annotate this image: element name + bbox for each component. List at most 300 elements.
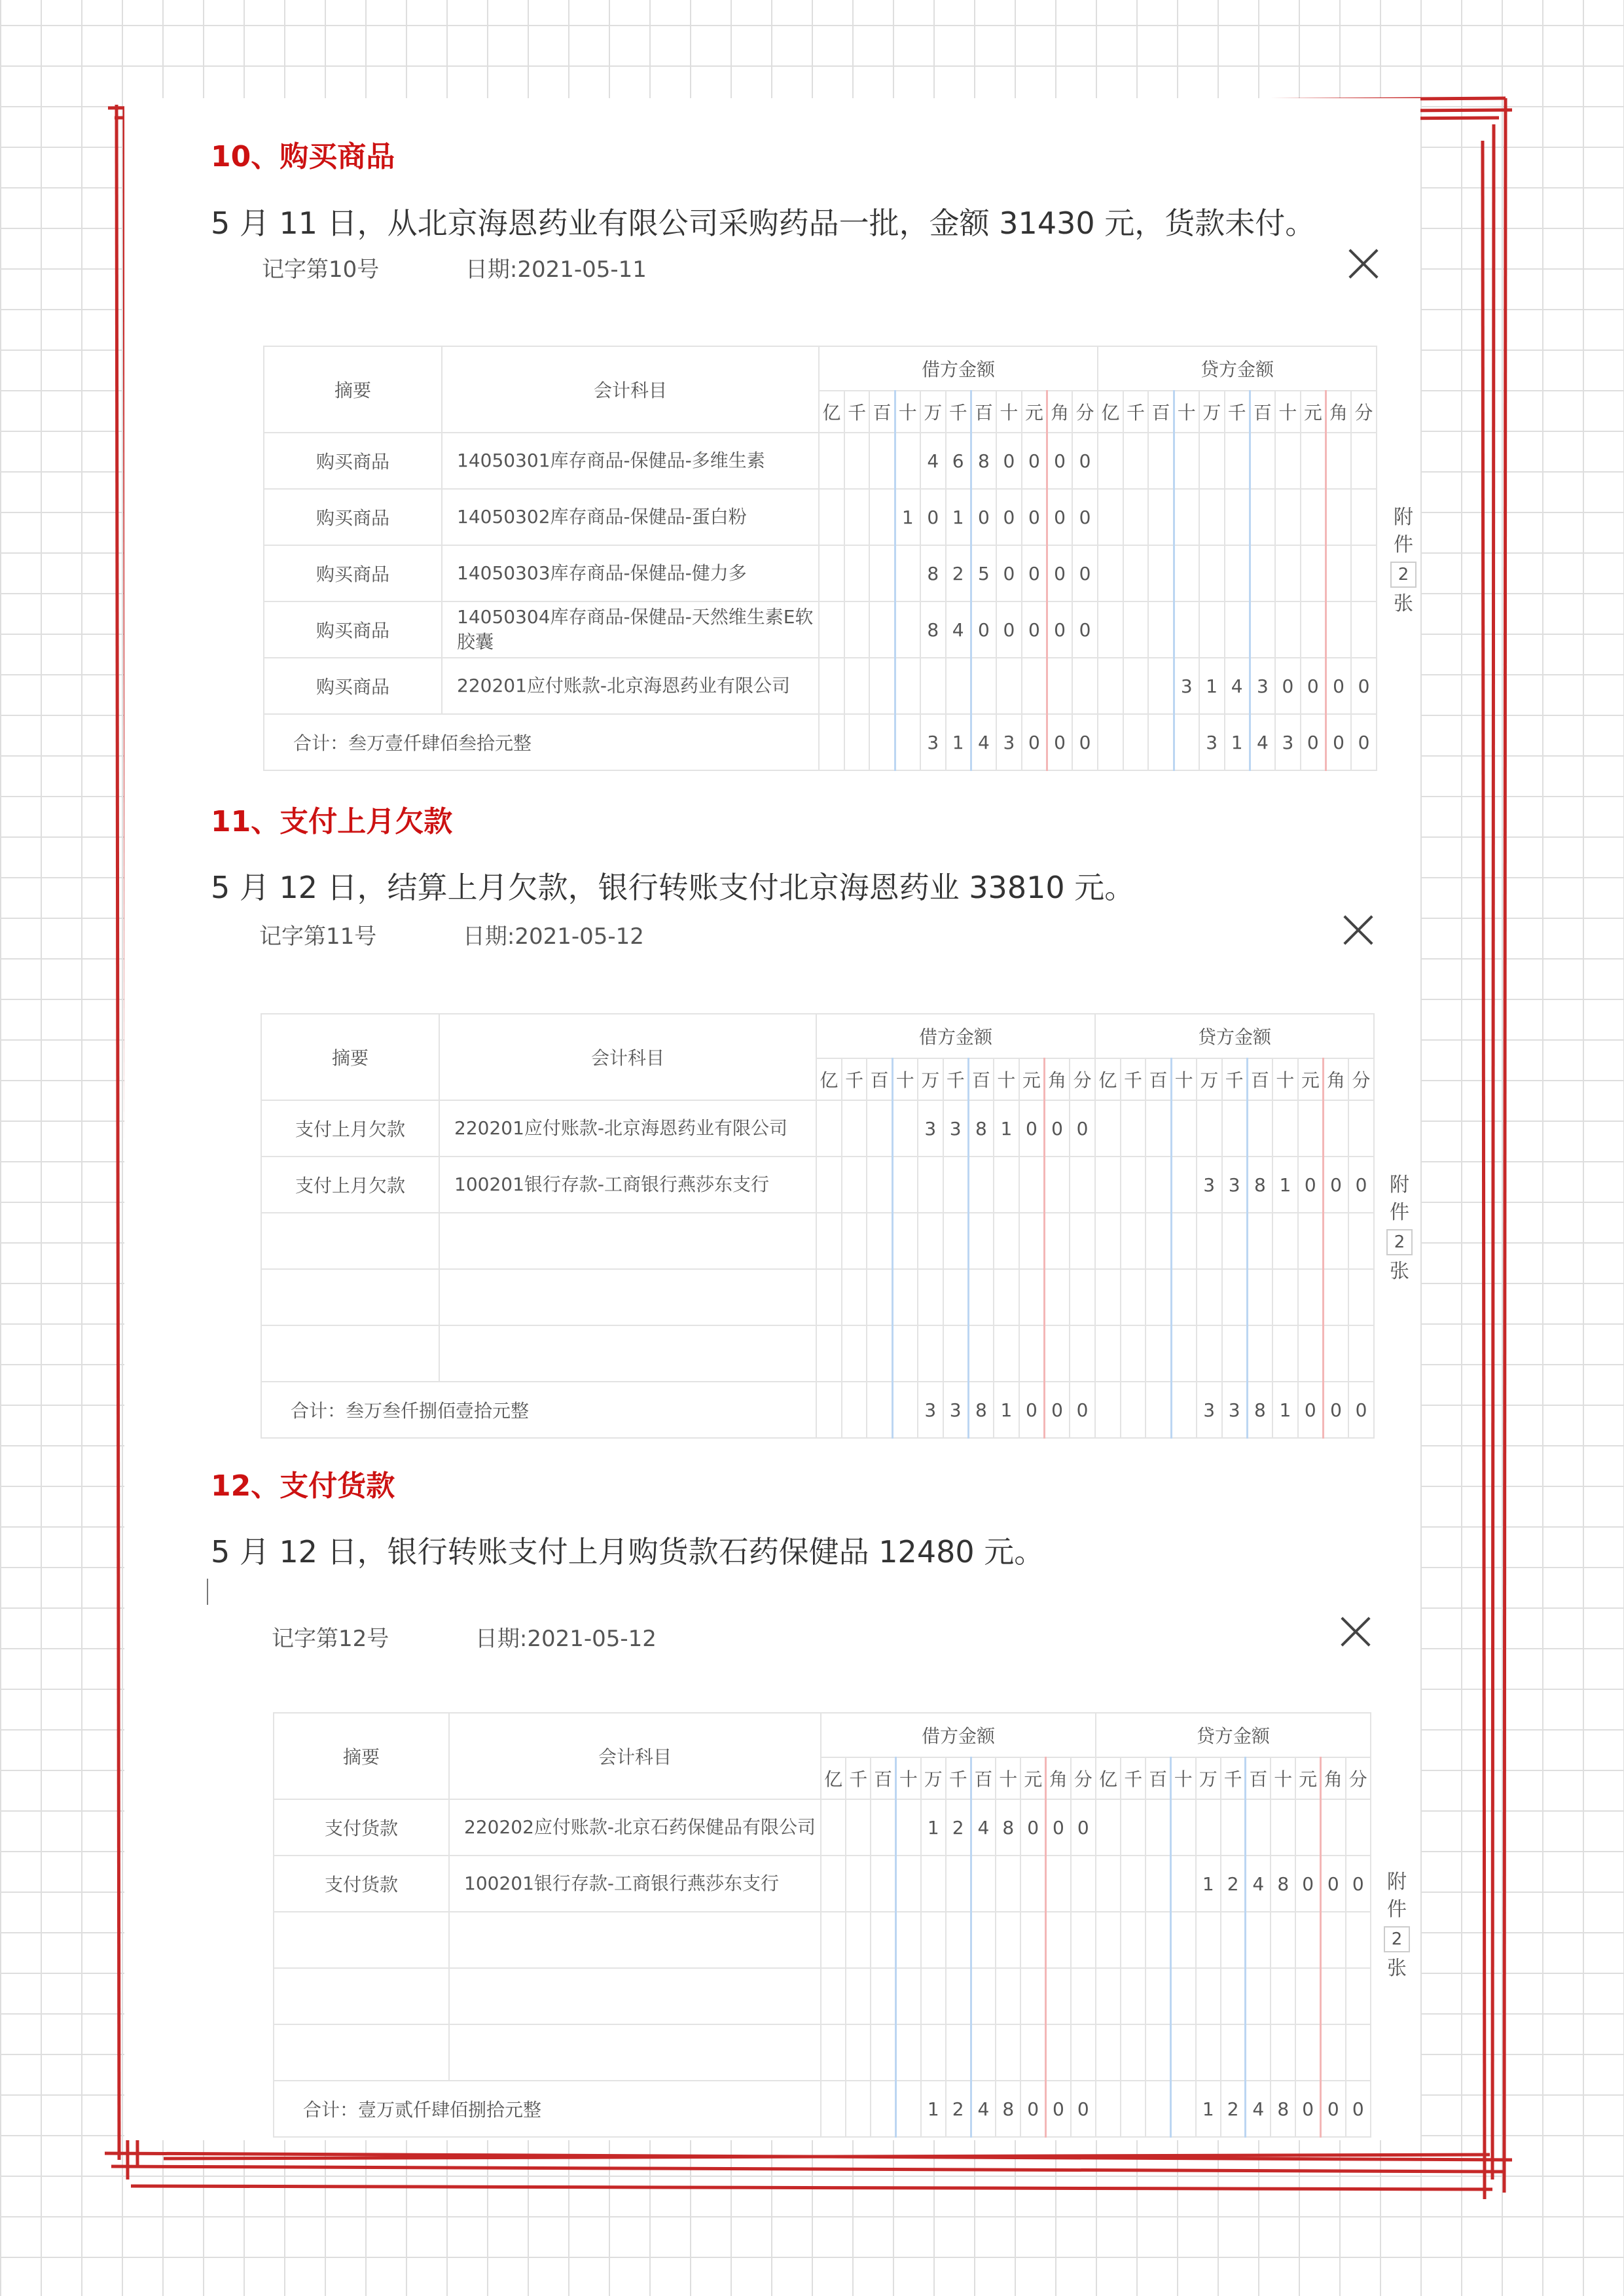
total-debit-digit: 4 bbox=[971, 2081, 996, 2137]
credit-digit bbox=[1096, 1912, 1121, 1968]
credit-digit: 0 bbox=[1298, 1157, 1324, 1213]
credit-digit bbox=[1298, 1100, 1324, 1157]
debit-digit bbox=[996, 1912, 1020, 1968]
table-row[interactable] bbox=[274, 2024, 1371, 2081]
unit-label: 角 bbox=[1323, 1058, 1348, 1100]
debit-digit: 1 bbox=[946, 489, 971, 545]
table-row[interactable] bbox=[274, 1912, 1371, 1968]
section-text: 5 月 11 日，从北京海恩药业有限公司采购药品一批，金额 31430 元，货款未付。 bbox=[211, 206, 1316, 241]
debit-digit: 0 bbox=[996, 489, 1022, 545]
header-debit: 借方金额 bbox=[819, 346, 1098, 391]
voucher-date: 日期:2021-05-11 bbox=[465, 257, 647, 283]
unit-label: 分 bbox=[1351, 391, 1377, 433]
summary-cell[interactable] bbox=[261, 1213, 439, 1269]
credit-digit bbox=[1247, 1325, 1272, 1382]
summary-cell[interactable]: 购买商品 bbox=[264, 601, 442, 658]
account-cell[interactable] bbox=[449, 2024, 821, 2081]
debit-digit bbox=[844, 433, 870, 489]
voucher-date: 日期:2021-05-12 bbox=[462, 924, 644, 950]
total-credit-digit bbox=[1098, 714, 1123, 770]
debit-digit bbox=[996, 658, 1022, 714]
account-cell[interactable] bbox=[449, 1968, 821, 2024]
table-row[interactable] bbox=[264, 545, 1377, 601]
total-debit-digit: 0 bbox=[1022, 714, 1047, 770]
debit-digit bbox=[968, 1157, 994, 1213]
debit-digit bbox=[1071, 2024, 1096, 2081]
total-label: 合计：叁万叁仟捌佰壹拾元整 bbox=[261, 1382, 816, 1438]
credit-digit bbox=[1323, 1213, 1348, 1269]
debit-digit bbox=[869, 545, 895, 601]
credit-digit bbox=[1098, 489, 1123, 545]
account-cell[interactable]: 14050303库存商品-保健品-健力多 bbox=[442, 545, 819, 601]
credit-digit bbox=[1351, 545, 1377, 601]
debit-digit bbox=[943, 1157, 969, 1213]
debit-digit bbox=[1020, 2024, 1045, 2081]
total-debit-digit bbox=[821, 2081, 846, 2137]
total-credit-digit: 0 bbox=[1323, 1382, 1348, 1438]
unit-label: 万 bbox=[1199, 391, 1225, 433]
table-row[interactable] bbox=[261, 1213, 1374, 1269]
debit-digit bbox=[896, 1968, 921, 2024]
header-summary: 摘要 bbox=[264, 346, 442, 433]
debit-digit: 4 bbox=[946, 601, 971, 658]
unit-label: 十 bbox=[896, 1757, 921, 1799]
credit-digit bbox=[1272, 1213, 1298, 1269]
debit-digit: 0 bbox=[1022, 489, 1047, 545]
credit-digit bbox=[1121, 1325, 1146, 1382]
debit-digit bbox=[869, 489, 895, 545]
header-summary: 摘要 bbox=[274, 1713, 449, 1799]
credit-digit: 3 bbox=[1222, 1157, 1248, 1213]
credit-digit: 0 bbox=[1301, 658, 1326, 714]
credit-digit bbox=[1222, 1325, 1248, 1382]
debit-digit: 0 bbox=[996, 433, 1022, 489]
debit-digit bbox=[816, 1157, 842, 1213]
summary-cell[interactable]: 支付货款 bbox=[274, 1856, 449, 1912]
credit-digit bbox=[1221, 1968, 1246, 2024]
total-credit-digit bbox=[1123, 714, 1149, 770]
credit-digit: 8 bbox=[1247, 1157, 1272, 1213]
credit-digit bbox=[1148, 601, 1174, 658]
table-row[interactable] bbox=[264, 433, 1377, 489]
credit-digit bbox=[1148, 433, 1174, 489]
summary-cell[interactable] bbox=[274, 2024, 449, 2081]
credit-digit bbox=[1321, 1912, 1346, 1968]
debit-digit bbox=[1046, 1856, 1071, 1912]
unit-label: 十 bbox=[994, 1058, 1019, 1100]
credit-digit bbox=[1095, 1325, 1121, 1382]
summary-cell[interactable] bbox=[261, 1269, 439, 1325]
summary-cell[interactable] bbox=[261, 1325, 439, 1382]
attachment-count-box[interactable]: 2 bbox=[1390, 562, 1416, 588]
credit-digit bbox=[1196, 1968, 1221, 2024]
account-cell[interactable]: 14050304库存商品-保健品-天然维生素E软胶囊 bbox=[442, 601, 819, 658]
credit-digit bbox=[1148, 545, 1174, 601]
debit-digit: 0 bbox=[971, 601, 996, 658]
debit-digit bbox=[1044, 1213, 1070, 1269]
debit-digit bbox=[842, 1325, 867, 1382]
total-credit-digit bbox=[1096, 2081, 1121, 2137]
debit-digit: 8 bbox=[968, 1100, 994, 1157]
total-row bbox=[264, 714, 1377, 770]
debit-digit bbox=[896, 1856, 921, 1912]
close-icon[interactable] bbox=[1346, 247, 1379, 280]
credit-digit bbox=[1197, 1325, 1222, 1382]
unit-label: 百 bbox=[1146, 1058, 1171, 1100]
total-debit-digit: 0 bbox=[1020, 2081, 1045, 2137]
credit-digit bbox=[1348, 1213, 1374, 1269]
credit-digit: 1 bbox=[1272, 1157, 1298, 1213]
total-credit-digit: 1 bbox=[1272, 1382, 1298, 1438]
close-icon[interactable] bbox=[1341, 914, 1374, 946]
credit-digit bbox=[1174, 433, 1199, 489]
credit-digit bbox=[1351, 601, 1377, 658]
credit-digit: 0 bbox=[1295, 1856, 1320, 1912]
credit-digit bbox=[1171, 1213, 1197, 1269]
summary-cell[interactable]: 购买商品 bbox=[264, 545, 442, 601]
summary-cell[interactable]: 支付上月欠款 bbox=[261, 1100, 439, 1157]
unit-label: 百 bbox=[1146, 1757, 1170, 1799]
unit-label: 千 bbox=[946, 391, 971, 433]
debit-digit bbox=[994, 1213, 1019, 1269]
unit-label: 百 bbox=[1148, 391, 1174, 433]
credit-digit bbox=[1197, 1213, 1222, 1269]
total-credit-digit: 0 bbox=[1321, 2081, 1346, 2137]
attachment-count: 附 件 2 张 bbox=[1382, 1869, 1412, 1982]
credit-digit bbox=[1222, 1100, 1248, 1157]
attachment-count-box[interactable]: 2 bbox=[1386, 1229, 1413, 1255]
unit-label: 千 bbox=[844, 391, 870, 433]
account-cell[interactable]: 100201银行存款-工商银行燕莎东支行 bbox=[449, 1856, 821, 1912]
credit-digit bbox=[1146, 1799, 1170, 1856]
debit-digit bbox=[1019, 1157, 1045, 1213]
close-icon[interactable] bbox=[1339, 1615, 1371, 1648]
summary-cell[interactable]: 购买商品 bbox=[264, 658, 442, 714]
credit-digit bbox=[1148, 489, 1174, 545]
total-debit-digit: 2 bbox=[946, 2081, 971, 2137]
credit-digit bbox=[1121, 1269, 1146, 1325]
credit-digit bbox=[1247, 1269, 1272, 1325]
table-row[interactable] bbox=[261, 1269, 1374, 1325]
credit-digit bbox=[1095, 1157, 1121, 1213]
debit-digit bbox=[921, 1856, 946, 1912]
debit-digit: 0 bbox=[1019, 1100, 1045, 1157]
total-credit-digit bbox=[1121, 1382, 1146, 1438]
credit-digit bbox=[1196, 1799, 1221, 1856]
debit-digit bbox=[867, 1269, 892, 1325]
debit-digit bbox=[819, 489, 844, 545]
credit-digit bbox=[1275, 433, 1301, 489]
unit-label: 亿 bbox=[816, 1058, 842, 1100]
debit-digit bbox=[1046, 2024, 1071, 2081]
account-cell[interactable]: 220201应付账款-北京海恩药业有限公司 bbox=[442, 658, 819, 714]
voucher-number: 记字第10号 bbox=[262, 257, 380, 283]
unit-label: 元 bbox=[1298, 1058, 1324, 1100]
credit-digit bbox=[1326, 489, 1351, 545]
credit-digit bbox=[1298, 1325, 1324, 1382]
debit-digit bbox=[921, 1912, 946, 1968]
table-row[interactable] bbox=[274, 1799, 1371, 1856]
debit-digit bbox=[943, 1213, 969, 1269]
debit-digit: 3 bbox=[943, 1100, 969, 1157]
credit-digit bbox=[1225, 545, 1250, 601]
debit-digit bbox=[846, 2024, 871, 2081]
total-debit-digit bbox=[816, 1382, 842, 1438]
unit-label: 百 bbox=[871, 1757, 895, 1799]
debit-digit: 0 bbox=[971, 489, 996, 545]
debit-digit bbox=[1071, 1968, 1096, 2024]
account-cell[interactable]: 14050302库存商品-保健品-蛋白粉 bbox=[442, 489, 819, 545]
credit-digit bbox=[1095, 1213, 1121, 1269]
voucher-header bbox=[259, 918, 644, 950]
table-row[interactable] bbox=[264, 489, 1377, 545]
debit-digit bbox=[1070, 1157, 1095, 1213]
credit-digit bbox=[1321, 2024, 1346, 2081]
summary-cell[interactable] bbox=[274, 1912, 449, 1968]
total-debit-digit bbox=[892, 1382, 918, 1438]
credit-digit: 4 bbox=[1225, 658, 1250, 714]
total-debit-digit: 0 bbox=[1047, 714, 1072, 770]
total-credit-digit: 2 bbox=[1221, 2081, 1246, 2137]
credit-digit bbox=[1321, 1799, 1346, 1856]
total-credit-digit: 1 bbox=[1196, 2081, 1221, 2137]
credit-digit bbox=[1346, 1912, 1371, 1968]
unit-label: 十 bbox=[1170, 1757, 1195, 1799]
credit-digit: 4 bbox=[1246, 1856, 1271, 1912]
debit-digit: 0 bbox=[1072, 601, 1098, 658]
debit-digit bbox=[1071, 1912, 1096, 1968]
credit-digit bbox=[1171, 1100, 1197, 1157]
credit-digit bbox=[1146, 1912, 1170, 1968]
account-cell[interactable]: 220201应付账款-北京海恩药业有限公司 bbox=[439, 1100, 816, 1157]
credit-digit bbox=[1174, 601, 1199, 658]
credit-digit bbox=[1301, 433, 1326, 489]
summary-cell[interactable]: 购买商品 bbox=[264, 489, 442, 545]
section-title: 11、支付上月欠款 bbox=[211, 805, 453, 838]
debit-digit bbox=[1046, 1968, 1071, 2024]
credit-digit bbox=[1351, 489, 1377, 545]
voucher-header bbox=[272, 1621, 657, 1653]
unit-label: 角 bbox=[1321, 1757, 1346, 1799]
credit-digit bbox=[1199, 545, 1225, 601]
debit-digit bbox=[946, 658, 971, 714]
unit-label: 百 bbox=[867, 1058, 892, 1100]
debit-digit bbox=[842, 1213, 867, 1269]
total-credit-digit: 1 bbox=[1225, 714, 1250, 770]
total-credit-digit bbox=[1146, 1382, 1171, 1438]
total-credit-digit: 0 bbox=[1348, 1382, 1374, 1438]
credit-digit bbox=[1225, 489, 1250, 545]
debit-digit bbox=[844, 545, 870, 601]
total-credit-digit: 3 bbox=[1197, 1382, 1222, 1438]
total-debit-digit bbox=[867, 1382, 892, 1438]
table-row[interactable] bbox=[261, 1157, 1374, 1213]
unit-label: 十 bbox=[996, 1757, 1020, 1799]
debit-digit bbox=[996, 1856, 1020, 1912]
credit-digit bbox=[1171, 1325, 1197, 1382]
account-cell[interactable] bbox=[449, 1912, 821, 1968]
account-cell[interactable] bbox=[439, 1213, 816, 1269]
debit-digit: 0 bbox=[920, 489, 946, 545]
credit-digit bbox=[1170, 1856, 1195, 1912]
credit-digit bbox=[1272, 1269, 1298, 1325]
credit-digit bbox=[1250, 489, 1275, 545]
table-row[interactable] bbox=[264, 601, 1377, 658]
unit-label: 百 bbox=[869, 391, 895, 433]
account-cell[interactable]: 100201银行存款-工商银行燕莎东支行 bbox=[439, 1157, 816, 1213]
voucher-table bbox=[263, 346, 1377, 771]
credit-digit bbox=[1225, 433, 1250, 489]
debit-digit bbox=[821, 1968, 846, 2024]
debit-digit bbox=[1044, 1325, 1070, 1382]
debit-digit bbox=[918, 1213, 943, 1269]
credit-digit bbox=[1171, 1269, 1197, 1325]
total-debit-digit: 3 bbox=[943, 1382, 969, 1438]
credit-digit bbox=[1346, 1799, 1371, 1856]
total-row bbox=[261, 1382, 1374, 1438]
credit-digit bbox=[1348, 1100, 1374, 1157]
credit-digit bbox=[1170, 1968, 1195, 2024]
credit-digit bbox=[1295, 2024, 1320, 2081]
debit-digit: 3 bbox=[918, 1100, 943, 1157]
debit-digit bbox=[918, 1269, 943, 1325]
debit-digit bbox=[892, 1269, 918, 1325]
debit-digit: 0 bbox=[1022, 545, 1047, 601]
total-debit-digit: 3 bbox=[920, 714, 946, 770]
credit-digit bbox=[1123, 489, 1149, 545]
debit-digit bbox=[996, 2024, 1020, 2081]
debit-digit bbox=[1044, 1157, 1070, 1213]
debit-digit: 4 bbox=[920, 433, 946, 489]
header-account: 会计科目 bbox=[449, 1713, 821, 1799]
debit-digit bbox=[816, 1100, 842, 1157]
credit-digit bbox=[1326, 433, 1351, 489]
total-debit-digit: 0 bbox=[1046, 2081, 1071, 2137]
debit-digit bbox=[846, 1799, 871, 1856]
debit-digit bbox=[821, 1856, 846, 1912]
credit-digit bbox=[1121, 1100, 1146, 1157]
debit-digit bbox=[871, 1799, 895, 1856]
credit-digit bbox=[1323, 1325, 1348, 1382]
credit-digit bbox=[1271, 2024, 1295, 2081]
credit-digit bbox=[1298, 1213, 1324, 1269]
debit-digit bbox=[867, 1325, 892, 1382]
unit-label: 角 bbox=[1047, 391, 1072, 433]
credit-digit bbox=[1146, 1968, 1170, 2024]
total-debit-digit bbox=[896, 2081, 921, 2137]
total-credit-digit: 0 bbox=[1351, 714, 1377, 770]
account-cell[interactable]: 14050301库存商品-保健品-多维生素 bbox=[442, 433, 819, 489]
unit-label: 十 bbox=[892, 1058, 918, 1100]
debit-digit: 0 bbox=[1047, 601, 1072, 658]
total-debit-digit: 4 bbox=[971, 714, 996, 770]
summary-cell[interactable] bbox=[274, 1968, 449, 2024]
debit-digit bbox=[842, 1100, 867, 1157]
total-credit-digit: 8 bbox=[1247, 1382, 1272, 1438]
credit-digit bbox=[1098, 601, 1123, 658]
summary-cell[interactable]: 购买商品 bbox=[264, 433, 442, 489]
voucher-table bbox=[273, 1712, 1371, 2138]
credit-digit bbox=[1171, 1157, 1197, 1213]
total-debit-digit: 1 bbox=[946, 714, 971, 770]
credit-digit bbox=[1199, 489, 1225, 545]
summary-cell[interactable]: 支付货款 bbox=[274, 1799, 449, 1856]
credit-digit bbox=[1096, 1799, 1121, 1856]
table-row[interactable] bbox=[274, 1856, 1371, 1912]
debit-digit bbox=[819, 601, 844, 658]
credit-digit bbox=[1272, 1100, 1298, 1157]
credit-digit bbox=[1301, 489, 1326, 545]
account-cell[interactable] bbox=[439, 1325, 816, 1382]
table-row[interactable] bbox=[261, 1100, 1374, 1157]
debit-digit bbox=[1070, 1213, 1095, 1269]
debit-digit bbox=[871, 1912, 895, 1968]
credit-digit bbox=[1123, 658, 1149, 714]
debit-digit bbox=[869, 658, 895, 714]
debit-digit bbox=[895, 545, 920, 601]
unit-label: 万 bbox=[918, 1058, 943, 1100]
debit-digit bbox=[871, 1968, 895, 2024]
credit-digit bbox=[1351, 433, 1377, 489]
debit-digit bbox=[1020, 1856, 1045, 1912]
credit-digit: 0 bbox=[1351, 658, 1377, 714]
debit-digit: 4 bbox=[971, 1799, 996, 1856]
debit-digit: 0 bbox=[1072, 545, 1098, 601]
credit-digit bbox=[1174, 545, 1199, 601]
credit-digit bbox=[1295, 1912, 1320, 1968]
credit-digit bbox=[1174, 489, 1199, 545]
total-credit-digit: 8 bbox=[1271, 2081, 1295, 2137]
debit-digit bbox=[844, 601, 870, 658]
debit-digit bbox=[844, 489, 870, 545]
debit-digit bbox=[892, 1213, 918, 1269]
section-text: 5 月 12 日，结算上月欠款，银行转账支付北京海恩药业 33810 元。 bbox=[211, 870, 1135, 905]
credit-digit bbox=[1098, 433, 1123, 489]
table-row[interactable] bbox=[274, 1968, 1371, 2024]
account-cell[interactable]: 220202应付账款-北京石药保健品有限公司 bbox=[449, 1799, 821, 1856]
debit-digit bbox=[943, 1269, 969, 1325]
debit-digit bbox=[920, 658, 946, 714]
unit-label: 千 bbox=[1221, 1757, 1246, 1799]
credit-digit bbox=[1246, 1968, 1271, 2024]
table-row[interactable] bbox=[261, 1325, 1374, 1382]
total-debit-digit: 3 bbox=[918, 1382, 943, 1438]
debit-digit bbox=[869, 601, 895, 658]
credit-digit: 0 bbox=[1323, 1157, 1348, 1213]
total-credit-digit bbox=[1146, 2081, 1170, 2137]
credit-digit bbox=[1121, 1856, 1146, 1912]
credit-digit: 0 bbox=[1326, 658, 1351, 714]
unit-label: 角 bbox=[1326, 391, 1351, 433]
account-cell[interactable] bbox=[439, 1269, 816, 1325]
credit-digit: 0 bbox=[1321, 1856, 1346, 1912]
total-credit-digit: 4 bbox=[1250, 714, 1275, 770]
credit-digit bbox=[1222, 1213, 1248, 1269]
debit-digit bbox=[1071, 1856, 1096, 1912]
table-row[interactable] bbox=[264, 658, 1377, 714]
total-credit-digit bbox=[1121, 2081, 1146, 2137]
credit-digit bbox=[1221, 2024, 1246, 2081]
credit-digit bbox=[1301, 601, 1326, 658]
credit-digit bbox=[1271, 1912, 1295, 1968]
summary-cell[interactable]: 支付上月欠款 bbox=[261, 1157, 439, 1213]
debit-digit bbox=[1020, 1968, 1045, 2024]
attachment-count-box[interactable]: 2 bbox=[1384, 1926, 1410, 1952]
unit-label: 万 bbox=[921, 1757, 946, 1799]
credit-digit bbox=[1321, 1968, 1346, 2024]
total-debit-digit bbox=[819, 714, 844, 770]
debit-digit bbox=[846, 1968, 871, 2024]
